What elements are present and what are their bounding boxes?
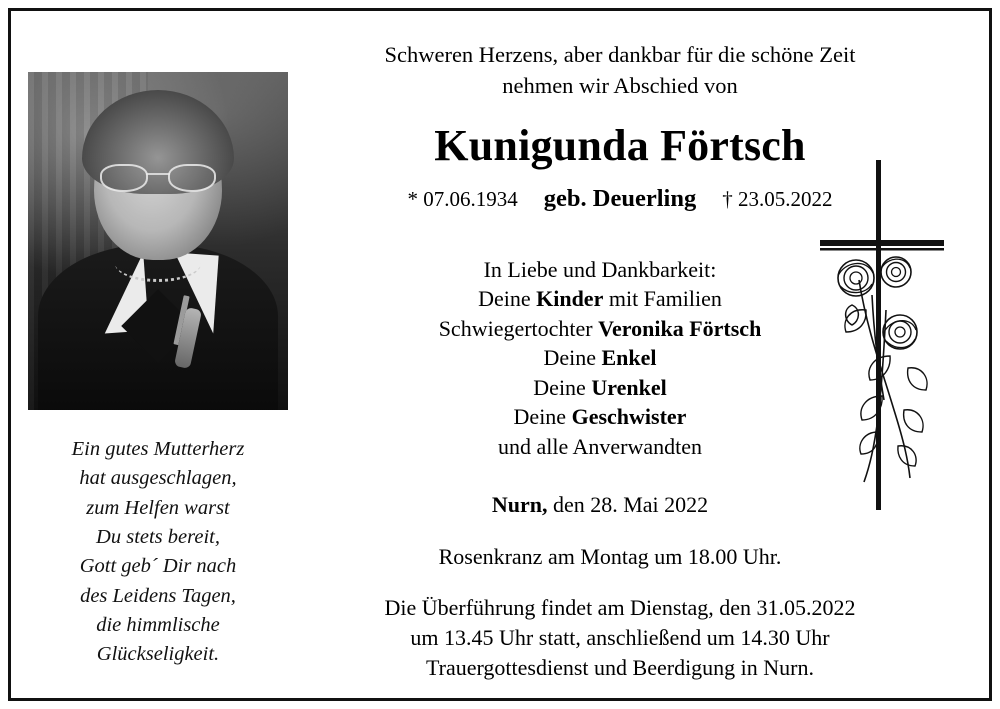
glasses-bridge — [146, 173, 170, 175]
place-town: Nurn, — [491, 492, 548, 517]
place-and-date — [300, 492, 900, 518]
poem-line: Ein gutes Mutterherz — [71, 438, 245, 460]
intro-line-1: Schweren Herzens, aber dankbar für die schöne Zeit — [384, 42, 856, 67]
portrait-photo — [28, 72, 288, 410]
family-line: und alle Anverwandten — [497, 433, 703, 459]
service-info — [290, 593, 950, 683]
glasses-lens-right — [168, 164, 216, 192]
poem-line: Gott geb´ Dir nach — [79, 555, 237, 578]
maiden-name: geb. Deuerling — [543, 185, 697, 212]
family-line: Deine Geschwister — [513, 404, 687, 430]
cross-with-roses-icon — [812, 160, 952, 510]
family-block — [300, 255, 900, 461]
memorial-poem — [24, 435, 292, 670]
family-line: Deine Enkel — [543, 345, 657, 371]
place-date: den 28. Mai 2022 — [552, 492, 709, 517]
family-line: Deine Urenkel — [533, 374, 667, 400]
poem-line: des Leidens Tagen, — [80, 584, 236, 607]
birth-date: * 07.06.1934 — [407, 187, 518, 211]
poem-line: die himmlische — [96, 613, 220, 636]
glasses-icon — [100, 164, 216, 190]
service-line-1: Die Überführung findet am Dienstag, den 31.05.2022 — [384, 595, 856, 620]
poem-line: Glückseligkeit. — [96, 643, 220, 666]
intro-line-2: nehmen wir Abschied von — [502, 72, 738, 98]
service-line-2: um 13.45 Uhr statt, anschließend um 14.30 Uhr — [410, 624, 830, 650]
poem-line: hat ausgeschlagen, — [79, 467, 237, 490]
family-line: Deine Kinder mit Familien — [478, 286, 722, 312]
family-line: Schwiegertochter Veronika Förtsch — [438, 315, 762, 341]
service-line-3: Trauergottesdienst und Beerdigung in Nurn. — [425, 654, 815, 680]
poem-line: zum Helfen warst — [86, 496, 230, 519]
death-date: † 23.05.2022 — [722, 187, 833, 211]
glasses-lens-left — [100, 164, 148, 192]
family-heading: In Liebe und Dankbarkeit: — [483, 257, 717, 282]
rosary-info: Rosenkranz am Montag um 18.00 Uhr. — [438, 544, 782, 569]
poem-line: Du stets bereit, — [96, 525, 220, 548]
intro-text — [300, 40, 940, 101]
deceased-name: Kunigunda Förtsch — [434, 121, 806, 170]
